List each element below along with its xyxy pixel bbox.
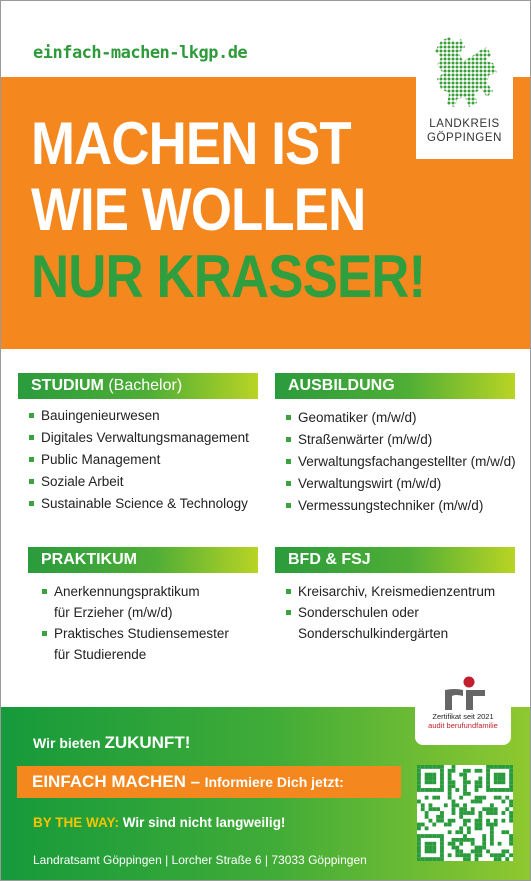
studium-list <box>29 405 249 515</box>
badge-line-1: Zertifikat seit 2021 <box>432 712 494 721</box>
ausbildung-list <box>286 407 516 517</box>
headline-line-3: NUR KRASSER! <box>31 243 426 310</box>
list-item: Vermessungstechniker (m/w/d) <box>286 495 516 517</box>
cta-main: EINFACH MACHEN – <box>32 772 201 791</box>
praktikum-title: PRAKTIKUM <box>41 551 137 568</box>
list-item-line: Praktisches Studiensemester <box>54 626 229 641</box>
headline-line-2: WIE WOLLEN <box>31 176 366 243</box>
logo-line-2: GÖPPINGEN <box>426 132 503 144</box>
list-item: Straßenwärter (m/w/d) <box>286 429 516 451</box>
studium-title: STUDIUM <box>31 377 104 394</box>
studium-subtitle: (Bachelor) <box>108 377 183 394</box>
ausbildung-header <box>275 373 515 399</box>
cta-bar <box>17 766 401 798</box>
lion-icon <box>427 33 503 111</box>
list-item: Digitales Verwaltungsmanagement <box>29 427 249 449</box>
ausbildung-title: AUSBILDUNG <box>288 377 395 394</box>
btw-tag: BY THE WAY: <box>33 815 120 830</box>
list-item: Bauingenieurwesen <box>29 405 249 427</box>
certificate-badge <box>415 668 511 745</box>
list-item <box>42 581 229 623</box>
offer-line <box>33 733 190 753</box>
list-item <box>42 623 229 665</box>
list-item <box>286 602 495 644</box>
list-item-line: Anerkennungspraktikum <box>54 584 200 599</box>
offer-prefix: Wir bieten <box>33 735 101 751</box>
studium-header <box>18 373 258 399</box>
qr-code-graphic <box>417 765 513 861</box>
list-item: Verwaltungswirt (m/w/d) <box>286 473 516 495</box>
address: Landratsamt Göppingen | Lorcher Straße 6 | 73033 Göppingen <box>33 853 367 867</box>
list-item-line: Sonderschulkindergärten <box>298 626 449 641</box>
btw-text: Wir sind nicht langweilig! <box>122 815 286 830</box>
landkreis-logo <box>416 29 513 159</box>
list-item: Soziale Arbeit <box>29 471 249 493</box>
berufundfamilie-logo-icon <box>433 676 493 710</box>
list-item-line: Kreisarchiv, Kreismedienzentrum <box>298 584 496 599</box>
list-item-line: Sonderschulen oder <box>298 605 419 620</box>
bfd-title: BFD & FSJ <box>288 551 371 568</box>
logo-line-1: LANDKREIS <box>429 118 500 130</box>
list-item-line: für Erzieher (m/w/d) <box>54 605 173 620</box>
cta-sub: Informiere Dich jetzt: <box>204 774 344 790</box>
bfd-list <box>286 581 495 644</box>
website-link[interactable]: einfach-machen-lkgp.de <box>33 43 248 63</box>
badge-line-2: audit berufundfamilie <box>428 721 498 730</box>
offer-word: ZUKUNFT! <box>104 733 191 752</box>
praktikum-list <box>42 581 229 665</box>
praktikum-header <box>28 547 258 573</box>
list-item: Verwaltungsfachangestellter (m/w/d) <box>286 451 516 473</box>
btw-line <box>33 815 285 830</box>
list-item: Sustainable Science & Technology <box>29 493 249 515</box>
list-item: Geomatiker (m/w/d) <box>286 407 516 429</box>
headline-line-1: MACHEN IST <box>31 110 351 177</box>
list-item: Public Management <box>29 449 249 471</box>
list-item <box>286 581 495 602</box>
bfd-header <box>275 547 515 573</box>
qr-code-icon[interactable] <box>417 765 513 861</box>
list-item-line: für Studierende <box>54 647 147 662</box>
